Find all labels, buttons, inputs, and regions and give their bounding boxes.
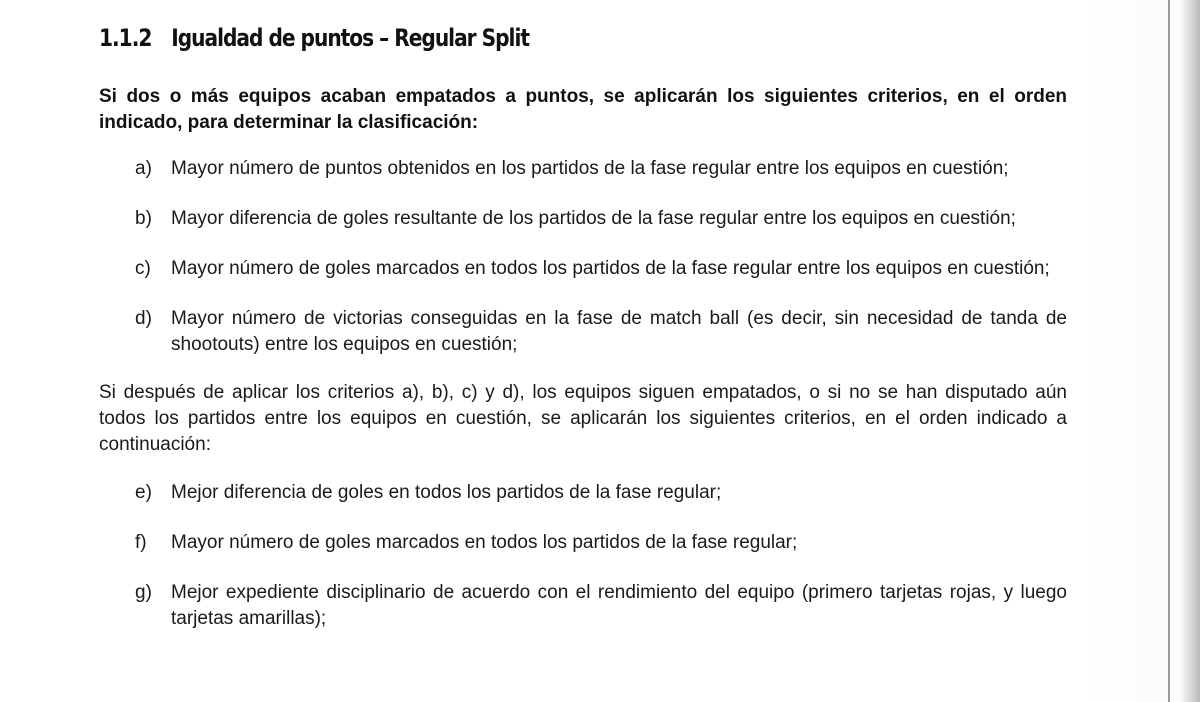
list-item xyxy=(135,306,1067,358)
list-item xyxy=(135,206,1067,232)
list-item-letter: g) xyxy=(135,582,152,603)
list-item xyxy=(135,156,1067,182)
list-item-text: Mayor número de victorias conseguidas en la fase de match ball (es decir, sin necesidad de tanda de shootouts) entre los equipos en cuestión; xyxy=(171,308,1067,355)
list-item-text: Mayor diferencia de goles resultante de los partidos de la fase regular entre los equipos en cuestión; xyxy=(171,208,1016,229)
middle-paragraph: Si después de aplicar los criterios a), b), c) y d), los equipos siguen empatados, o si no se han disputado aún todos los partidos entre los equipos en cuestión, se aplicarán los siguientes criterios, en el orden indicado a continuación: xyxy=(99,382,1067,455)
page-edge-line xyxy=(1168,0,1170,702)
list-item-text: Mejor expediente disciplinario de acuerdo con el rendimiento del equipo (primero tarjetas rojas, y luego tarjetas amarillas); xyxy=(171,582,1067,629)
list-item-letter: c) xyxy=(135,258,151,279)
section-number: 1.1.2 xyxy=(99,24,152,52)
criteria-list-first xyxy=(99,156,1067,358)
list-item xyxy=(135,580,1067,632)
list-item-letter: f) xyxy=(135,532,147,553)
list-item-text: Mayor número de goles marcados en todos los partidos de la fase regular entre los equipos en cuestión; xyxy=(171,258,1050,279)
section-heading xyxy=(99,24,912,62)
section-title: Igualdad de puntos – Regular Split xyxy=(171,24,529,52)
list-item xyxy=(135,530,1067,556)
list-item xyxy=(135,256,1067,282)
list-item xyxy=(135,480,1067,506)
list-item-letter: d) xyxy=(135,308,152,329)
list-item-text: Mejor diferencia de goles en todos los partidos de la fase regular; xyxy=(171,482,722,503)
document-content xyxy=(99,22,1067,656)
list-item-text: Mayor número de puntos obtenidos en los partidos de la fase regular entre los equipos en cuestión; xyxy=(171,158,1009,179)
list-item-letter: a) xyxy=(135,158,152,179)
page-edge-shadow xyxy=(1180,0,1200,702)
criteria-list-second xyxy=(99,480,1067,632)
intro-paragraph: Si dos o más equipos acaban empatados a puntos, se aplicarán los siguientes criterios, en el orden indicado, para determinar la clasificación: xyxy=(99,86,1067,133)
list-item-text: Mayor número de goles marcados en todos los partidos de la fase regular; xyxy=(171,532,798,553)
list-item-letter: b) xyxy=(135,208,152,229)
list-item-letter: e) xyxy=(135,482,152,503)
